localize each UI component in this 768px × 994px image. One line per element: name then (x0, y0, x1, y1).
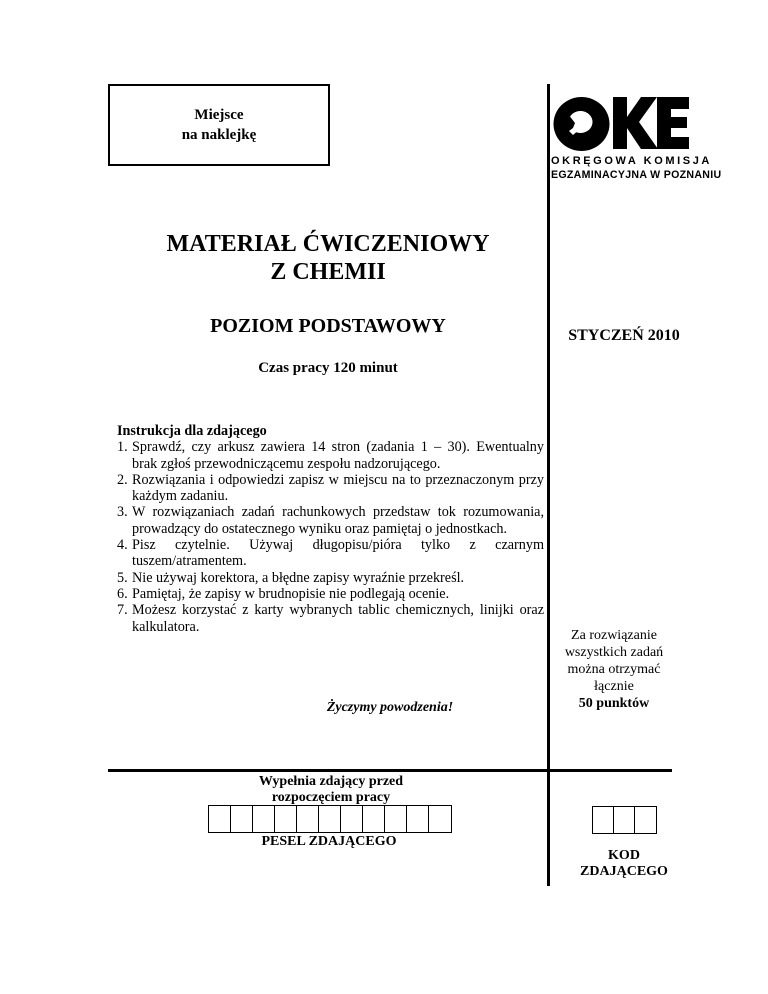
instructions-list (117, 439, 544, 635)
kod-label-line2: ZDAJĄCEGO (580, 864, 668, 879)
code-digit-box[interactable] (614, 807, 635, 833)
student-code-label (560, 848, 688, 880)
pesel-digit-box[interactable] (407, 806, 429, 832)
item-number: 5. (117, 569, 128, 586)
points-line3: można otrzymać (567, 662, 661, 677)
item-number: 2. (117, 471, 128, 488)
horizontal-divider (108, 769, 672, 772)
student-code-field[interactable] (592, 806, 657, 834)
list-item (117, 439, 544, 472)
item-number: 3. (117, 504, 128, 521)
oke-logo (551, 93, 722, 189)
list-item (117, 570, 544, 586)
level-heading: POZIOM PODSTAWOWY (210, 315, 446, 337)
points-line1: Za rozwiązanie (571, 628, 657, 643)
pesel-digit-box[interactable] (253, 806, 275, 832)
fill-note-line1: Wypełnia zdający przed (258, 774, 404, 789)
item-text: Pamiętaj, że zapisy w brudnopisie nie podlegają ocenie. (132, 585, 450, 602)
sticker-label-line2: na naklejkę (181, 127, 257, 143)
item-number: 4. (117, 537, 128, 554)
kod-label-line1: KOD (608, 848, 640, 863)
fill-in-note (238, 774, 424, 806)
logo-line1: OKRĘGOWA KOMISJA (551, 155, 712, 167)
item-text: Pisz czytelnie. Używaj długopisu/pióra tylko z czarnym tuszem/atramentem. (132, 537, 544, 570)
item-number: 1. (117, 439, 128, 456)
good-luck-message: Życzymy powodzenia! (326, 700, 454, 715)
fill-note-line2: rozpoczęciem pracy (271, 790, 391, 805)
points-value: 50 punktów (578, 696, 650, 711)
pesel-digit-box[interactable] (319, 806, 341, 832)
time-limit: Czas pracy 120 minut (258, 360, 398, 376)
pesel-digit-box[interactable] (341, 806, 363, 832)
item-text: Rozwiązania i odpowiedzi zapisz w miejscu na to przeznaczonym przy każdym zadaniu. (132, 471, 544, 505)
title-line1: MATERIAŁ ĆWICZENIOWY (166, 231, 490, 257)
page-title (108, 230, 548, 286)
pesel-digit-box[interactable] (231, 806, 253, 832)
points-line2: wszystkich zadań (564, 645, 664, 660)
vertical-divider (547, 84, 550, 886)
item-text: Możesz korzystać z karty wybranych tablic chemicznych, linijki oraz kalkulatora. (132, 602, 544, 635)
item-text: W rozwiązaniach zadań rachunkowych przedstaw tok rozumowania, prowadzący do ostatecznego wyniku oraz pamiętaj o jednostkach. (132, 504, 544, 537)
points-info (553, 627, 675, 712)
pesel-digit-box[interactable] (363, 806, 385, 832)
pesel-field[interactable] (208, 805, 452, 833)
item-number: 6. (117, 585, 128, 602)
list-item (117, 537, 544, 570)
item-text: Sprawdź, czy arkusz zawiera 14 stron (zadania 1 – 30). Ewentualny brak zgłoś przewodniczącemu zespołu nadzorującego. (132, 439, 544, 472)
list-item (117, 472, 544, 505)
instructions-heading: Instrukcja dla zdającego (117, 423, 267, 439)
points-line4: łącznie (594, 679, 634, 694)
code-digit-box[interactable] (593, 807, 614, 833)
instructions (117, 423, 544, 635)
list-item (117, 504, 544, 537)
sticker-placeholder (108, 84, 330, 166)
title-line2: Z CHEMII (270, 259, 386, 285)
pesel-digit-box[interactable] (275, 806, 297, 832)
pesel-digit-box[interactable] (209, 806, 231, 832)
logo-line2: EGZAMINACYJNA W POZNANIU (551, 169, 722, 181)
code-digit-box[interactable] (635, 807, 656, 833)
item-text: Nie używaj korektora, a błędne zapisy wyraźnie przekreśl. (132, 569, 465, 586)
pesel-digit-box[interactable] (385, 806, 407, 832)
pesel-digit-box[interactable] (297, 806, 319, 832)
oke-logo-mark (551, 93, 691, 153)
sticker-label-line1: Miejsce (194, 107, 244, 123)
pesel-label: PESEL ZDAJĄCEGO (261, 834, 397, 849)
exam-date: STYCZEŃ 2010 (568, 327, 680, 344)
list-item (117, 602, 544, 635)
list-item (117, 586, 544, 602)
item-number: 7. (117, 602, 128, 619)
pesel-digit-box[interactable] (429, 806, 451, 832)
